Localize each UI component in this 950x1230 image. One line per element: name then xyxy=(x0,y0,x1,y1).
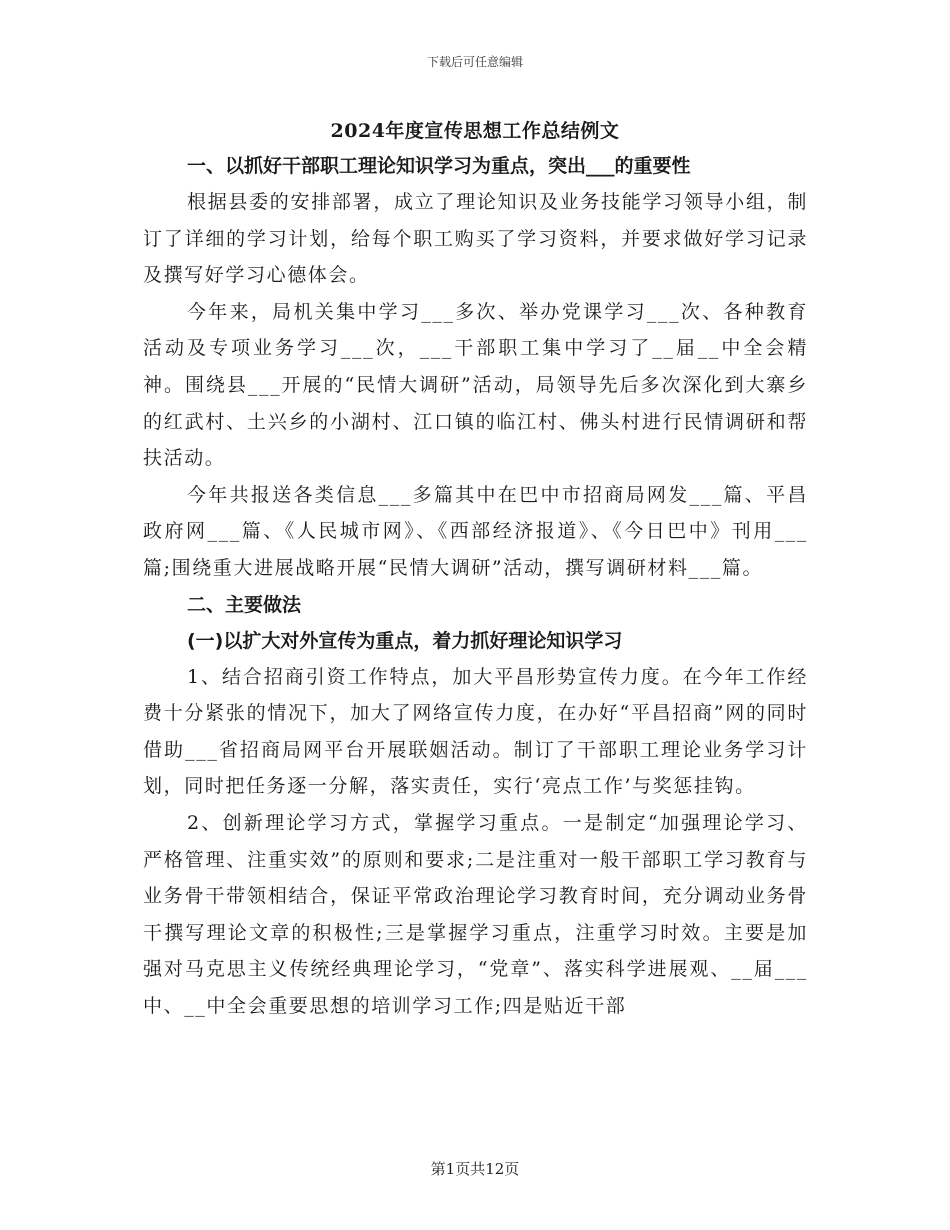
paragraph: 2、创新理论学习方式，掌握学习重点。一是制定“加强理论学习、严格管理、注重实效”的原则和要求;二是注重对一般干部职工学习教育与业务骨干带领相结合，保证平常政治理论学习教育时间，充分调动业务骨干撰写理论文章的积极性;三是掌握学习重点，注重学习时效。主要是加强对马克思主义传统经典理论学习，“党章”、落实科学进展观、__届___中、__中全会重要思想的培训学习工作;四是贴近干部 xyxy=(143,811,808,1017)
paragraph: 根据县委的安排部署，成立了理论知识及业务技能学习领导小组，制订了详细的学习计划，给每个职工购买了学习资料，并要求做好学习记录及撰写好学习心德体会。 xyxy=(143,191,808,287)
paragraph: 今年来，局机关集中学习___多次、举办党课学习___次、各种教育活动及专项业务学习___次，___干部职工集中学习了__届__中全会精神。围绕县___开展的“民情大调研”活动，局领导先后多次深化到大寨乡的红武村、土兴乡的小湖村、江口镇的临江村、佛头村进行民情调研和帮扶活动。 xyxy=(143,300,808,470)
paragraph: 今年共报送各类信息___多篇其中在巴中市招商局网发___篇、平昌政府网___篇、《人民城市网》、《西部经济报道》、《今日巴中》刊用___篇;围绕重大进展战略开展“民情大调研”活动，撰写调研材料___篇。 xyxy=(143,483,808,579)
paragraph: 1、结合招商引资工作特点，加大平昌形势宣传力度。在今年工作经费十分紧张的情况下，加大了网络宣传力度，在办好“平昌招商”网的同时借助___省招商局网平台开展联姻活动。制订了干部职工理论业务学习计划，同时把任务逐一分解，落实责任，实行‘亮点工作’与奖惩挂钩。 xyxy=(143,665,808,798)
document-body xyxy=(143,148,808,1024)
section-heading-1: 一、以抓好干部职工理论知识学习为重点，突出___的重要性 xyxy=(187,155,691,177)
download-note: 下载后可任意编辑 xyxy=(426,55,523,69)
subsection-heading-1: (一)以扩大对外宣传为重点，着力抓好理论知识学习 xyxy=(187,629,623,652)
section-heading-2: 二、主要做法 xyxy=(187,593,302,616)
document-title: 2024年度宣传思想工作总结例文 xyxy=(330,120,620,142)
page-number: 第1页共12页 xyxy=(430,1160,520,1178)
